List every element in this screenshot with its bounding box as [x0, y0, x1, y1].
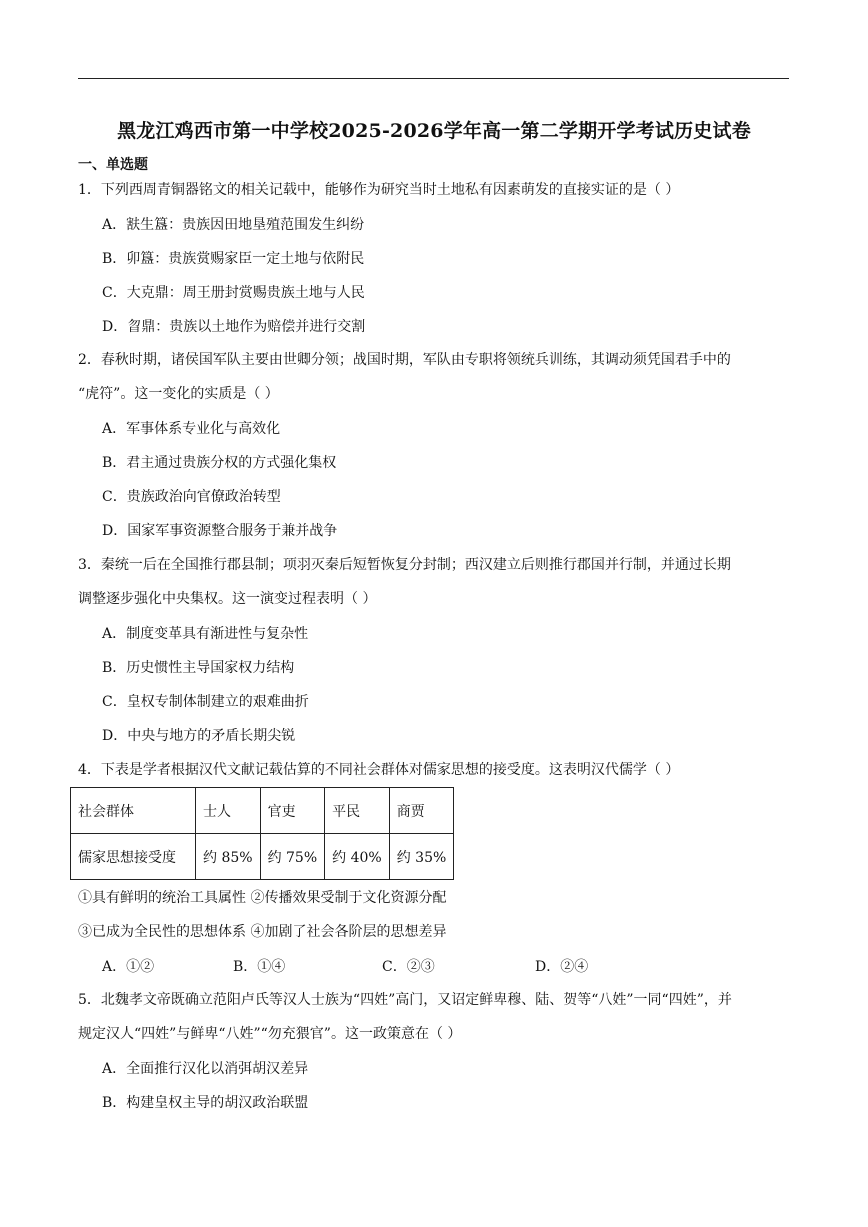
question-5-option-b: B．构建皇权主导的胡汉政治联盟 [102, 1095, 309, 1111]
table-cell: 儒家思想接受度 [71, 834, 196, 880]
table-cell: 商贾 [389, 788, 454, 834]
exam-title: 黑龙江鸡西市第一中学校2025-2026学年高一第二学期开学考试历史试卷 [117, 120, 751, 142]
question-2-option-d: D．国家军事资源整合服务于兼并战争 [102, 523, 338, 539]
question-4-stem: 4．下表是学者根据汉代文献记载估算的不同社会群体对儒家思想的接受度。这表明汉代儒学（ ） [78, 762, 680, 778]
table-header-row [71, 788, 454, 834]
table-cell: 平民 [325, 788, 390, 834]
question-3-stem-line1: 3．秦统一后在全国推行郡县制；项羽灭秦后短暂恢复分封制；西汉建立后则推行郡国并行制，并通过长期 [78, 557, 731, 573]
question-5-stem-line1: 5．北魏孝文帝既确立范阳卢氏等汉人士族为“四姓”高门，又诏定鲜卑穆、陆、贺等“八姓”一同“四姓”，并 [78, 992, 732, 1008]
table-cell: 约 40% [325, 834, 390, 880]
question-4-option-a: A．①② [102, 959, 155, 975]
question-4-option-c: C．②③ [382, 959, 435, 975]
question-5-option-a: A．全面推行汉化以消弭胡汉差异 [102, 1061, 309, 1077]
table-cell: 约 35% [389, 834, 454, 880]
table-cell: 官吏 [260, 788, 325, 834]
question-2-option-a: A．军事体系专业化与高效化 [102, 421, 281, 437]
question-3-option-c: C．皇权专制体制建立的艰难曲折 [102, 694, 309, 710]
question-1-stem: 1．下列西周青铜器铭文的相关记载中，能够作为研究当时土地私有因素萌发的直接实证的是（ ） [78, 182, 680, 198]
question-4-statements-line2: ③已成为全民性的思想体系 ④加剧了社会各阶层的思想差异 [78, 924, 447, 940]
question-3-stem-line2: 调整逐步强化中央集权。这一演变过程表明（ ） [78, 591, 377, 607]
question-1-option-a: A．㝬生簋：贵族因田地垦殖范围发生纠纷 [102, 217, 365, 233]
question-1-option-b: B．卯簋：贵族赏赐家臣一定土地与依附民 [102, 251, 365, 267]
question-2-option-c: C．贵族政治向官僚政治转型 [102, 489, 281, 505]
question-5-stem-line2: 规定汉人“四姓”与鲜卑“八姓”“勿充猥官”。这一政策意在（ ） [78, 1026, 462, 1042]
table-cell: 约 85% [196, 834, 261, 880]
question-2-stem-line2: “虎符”。这一变化的实质是（ ） [78, 386, 279, 402]
question-3-option-a: A．制度变革具有渐进性与复杂性 [102, 626, 309, 642]
question-1-option-c: C．大克鼎：周王册封赏赐贵族土地与人民 [102, 285, 365, 301]
table-cell: 约 75% [260, 834, 325, 880]
section-heading: 一、单选题 [78, 157, 148, 173]
question-1-option-d: D．曶鼎：贵族以土地作为赔偿并进行交割 [102, 319, 366, 335]
header-rule [78, 78, 789, 79]
question-4-option-d: D．②④ [535, 959, 589, 975]
table-cell: 社会群体 [71, 788, 196, 834]
question-3-option-d: D．中央与地方的矛盾长期尖锐 [102, 728, 296, 744]
question-2-stem-line1: 2．春秋时期，诸侯国军队主要由世卿分领；战国时期，军队由专职将领统兵训练，其调动须凭国君手中的 [78, 352, 731, 368]
table-cell: 士人 [196, 788, 261, 834]
table-row [71, 834, 454, 880]
question-4-statements-line1: ①具有鲜明的统治工具属性 ②传播效果受制于文化资源分配 [78, 890, 447, 906]
acceptance-table [70, 787, 454, 880]
question-4-option-b: B．①④ [233, 959, 286, 975]
question-3-option-b: B．历史惯性主导国家权力结构 [102, 660, 295, 676]
question-2-option-b: B．君主通过贵族分权的方式强化集权 [102, 455, 337, 471]
